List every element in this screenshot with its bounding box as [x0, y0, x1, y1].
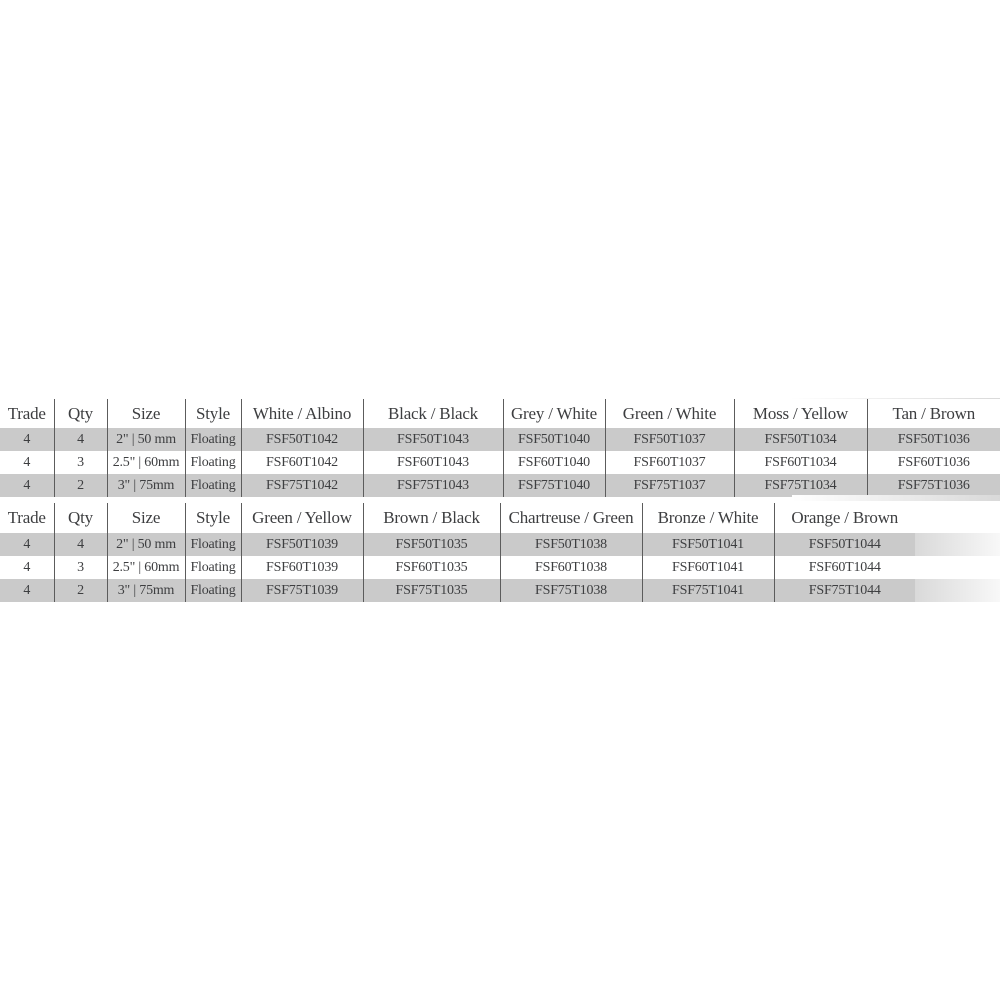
column-header: White / Albino [241, 399, 363, 428]
table-cell: Floating [185, 428, 241, 451]
spec-table-natural-colors [0, 399, 1000, 497]
column-header: Green / Yellow [241, 503, 363, 533]
table-cell: FSF50T1043 [363, 428, 503, 451]
table-cell: 2.5" | 60mm [107, 556, 185, 579]
table-cell: Floating [185, 579, 241, 602]
table-cell: FSF75T1034 [734, 474, 867, 497]
table-cell: FSF75T1044 [774, 579, 915, 602]
column-header: Grey / White [503, 399, 605, 428]
column-header: Chartreuse / Green [500, 503, 642, 533]
table-cell: FSF50T1039 [241, 533, 363, 556]
table-cell: 2 [54, 579, 107, 602]
table-header-row [0, 399, 1000, 428]
faded-row-stripe [792, 495, 1000, 501]
table-cell: FSF75T1038 [500, 579, 642, 602]
table-header-row [0, 503, 915, 533]
table-cell: FSF50T1038 [500, 533, 642, 556]
table-cell: FSF50T1040 [503, 428, 605, 451]
table-cell: 2" | 50 mm [107, 428, 185, 451]
table-cell: Floating [185, 451, 241, 474]
table-row [0, 474, 1000, 497]
column-header: Trade [0, 399, 54, 428]
table-cell: FSF60T1043 [363, 451, 503, 474]
table-cell: FSF50T1034 [734, 428, 867, 451]
column-header: Moss / Yellow [734, 399, 867, 428]
table-cell: FSF60T1034 [734, 451, 867, 474]
table-cell: FSF60T1042 [241, 451, 363, 474]
table-cell: FSF60T1035 [363, 556, 500, 579]
table-row [0, 533, 915, 556]
table-cell: FSF75T1037 [605, 474, 734, 497]
table-cell: FSF60T1044 [774, 556, 915, 579]
table-row [0, 451, 1000, 474]
table-cell: FSF50T1044 [774, 533, 915, 556]
table-cell: FSF60T1041 [642, 556, 774, 579]
table-cell: FSF50T1042 [241, 428, 363, 451]
table-cell: 4 [54, 428, 107, 451]
table-cell: 4 [0, 533, 54, 556]
table-cell: FSF75T1040 [503, 474, 605, 497]
table-cell: FSF60T1037 [605, 451, 734, 474]
table-cell: FSF75T1041 [642, 579, 774, 602]
table-cell: 3" | 75mm [107, 579, 185, 602]
table-row [0, 579, 915, 602]
table-cell: FSF60T1036 [867, 451, 1000, 474]
column-header: Style [185, 503, 241, 533]
column-header: Size [107, 399, 185, 428]
table-cell: 3 [54, 451, 107, 474]
column-header: Bronze / White [642, 503, 774, 533]
table-cell: FSF50T1036 [867, 428, 1000, 451]
faded-row-continuation [915, 579, 1000, 602]
column-header: Orange / Brown [774, 503, 915, 533]
table-cell: Floating [185, 474, 241, 497]
table-cell: Floating [185, 533, 241, 556]
table-cell: 2" | 50 mm [107, 533, 185, 556]
table2-grid [0, 503, 915, 602]
table-cell: FSF60T1038 [500, 556, 642, 579]
column-header: Style [185, 399, 241, 428]
column-header: Brown / Black [363, 503, 500, 533]
column-header: Qty [54, 503, 107, 533]
table-cell: FSF75T1035 [363, 579, 500, 602]
table-cell: 4 [23, 559, 31, 575]
table-cell: FSF75T1039 [241, 579, 363, 602]
column-header: Green / White [605, 399, 734, 428]
table-cell: 4 [0, 428, 54, 451]
table-cell: 4 [0, 474, 54, 497]
table-cell: 3 [54, 556, 107, 579]
table-row [0, 556, 915, 579]
table-cell: FSF75T1042 [241, 474, 363, 497]
column-header: Trade [0, 503, 54, 533]
table-cell: Floating [185, 556, 241, 579]
table-cell: FSF60T1040 [503, 451, 605, 474]
table-row [0, 428, 1000, 451]
table-cell: 3" | 75mm [107, 474, 185, 497]
table-cell: 4 [23, 454, 31, 470]
table-cell: FSF75T1043 [363, 474, 503, 497]
table-cell: 4 [54, 533, 107, 556]
faded-row-continuation [915, 533, 1000, 556]
table-cell: 2 [54, 474, 107, 497]
column-header: Tan / Brown [867, 399, 1000, 428]
table1-grid [0, 399, 1000, 497]
column-header: Qty [54, 399, 107, 428]
table-cell: FSF50T1041 [642, 533, 774, 556]
table-cell: FSF75T1036 [867, 474, 1000, 497]
column-header: Black / Black [363, 399, 503, 428]
table-cell: 2.5" | 60mm [107, 451, 185, 474]
table-cell: 4 [0, 579, 54, 602]
table-cell: FSF50T1037 [605, 428, 734, 451]
table-cell: FSF50T1035 [363, 533, 500, 556]
table-cell: FSF60T1039 [241, 556, 363, 579]
column-header: Size [107, 503, 185, 533]
spec-table-bright-colors [0, 503, 915, 602]
